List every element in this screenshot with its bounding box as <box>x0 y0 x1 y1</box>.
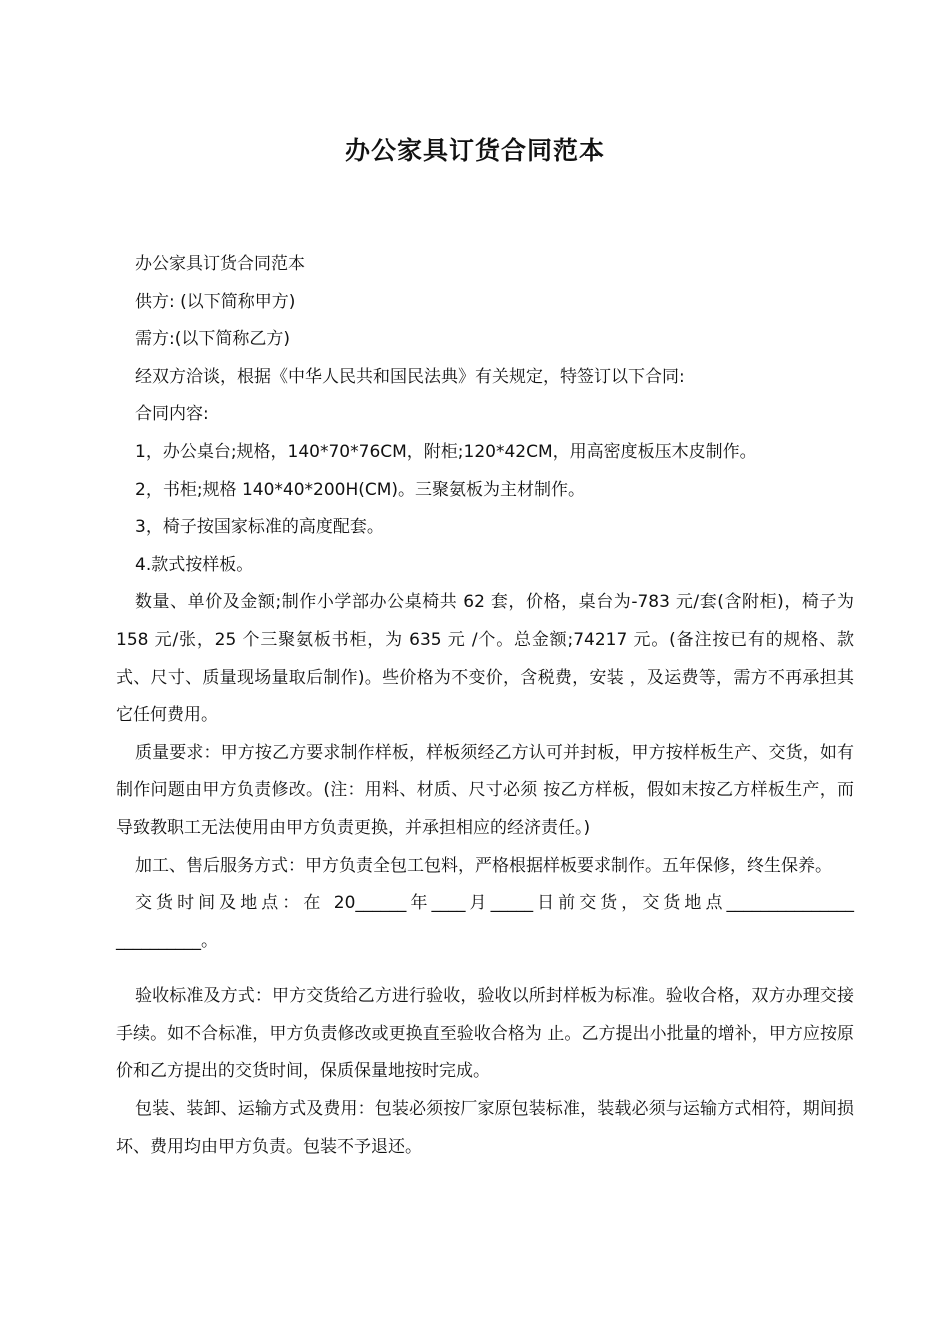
paragraph-item-2: 2，书柜;规格 140*40*200H(CM)。三聚氨板为主材制作。 <box>135 479 586 500</box>
paragraph-acceptance: 验收标准及方式：甲方交货给乙方进行验收，验收以所封样板为标准。验收合格，双方办理交接手续。如不合标准，甲方负责修改或更换直至验收合格为 止。乙方提出小批量的增补，甲方应按原价和乙方提出的交货时间，保质保量地按时完成。 <box>116 986 854 1082</box>
paragraph-packaging: 包装、装卸、运输方式及费用：包装必须按厂家原包装标准，装载必须与运输方式相符，期间损坏、费用均由甲方负责。包装不予退还。 <box>116 1099 854 1157</box>
paragraph-quality: 质量要求：甲方按乙方要求制作样板，样板须经乙方认可并封板，甲方按样板生产、交货，如有制作问题由甲方负责修改。(注：用料、材质、尺寸必须 按乙方样板，假如末按乙方样板生产，而导致教职工无法使用由甲方负责更换，并承担相应的经济责任。) <box>116 742 854 838</box>
paragraph-contents-label: 合同内容: <box>135 404 209 425</box>
paragraph-item-1: 1，办公桌台;规格，140*70*76CM，附柜;120*42CM，用高密度板压木皮制作。 <box>135 441 757 462</box>
paragraph-supplier: 供方: (以下简称甲方) <box>135 291 296 312</box>
paragraph-item-4: 4.款式按样板。 <box>135 554 254 575</box>
paragraph-buyer: 需方:(以下简称乙方) <box>135 329 290 350</box>
document-title: 办公家具订货合同范本 <box>344 136 605 165</box>
paragraph-delivery: 交货时间及地点：在 20______年____月_____日前交货，交货地点_______________ __________。 <box>116 893 860 951</box>
paragraph-item-3: 3，椅子按国家标准的高度配套。 <box>135 517 384 538</box>
document-body <box>116 246 860 1166</box>
paragraph-service: 加工、售后服务方式：甲方负责全包工包料，严格根据样板要求制作。五年保修，终生保养。 <box>135 855 832 876</box>
paragraph-preamble: 经双方洽谈，根据《中华人民共和国民法典》有关规定，特签订以下合同: <box>135 366 685 387</box>
paragraph-heading: 办公家具订货合同范本 <box>135 254 305 274</box>
paragraph-quantity-price: 数量、单价及金额;制作小学部办公桌椅共 62 套，价格，桌台为-783 元/套(含附柜)，椅子为 158 元/张，25 个三聚氨板书柜，为 635 元 /个。总金额;74217 元。(备注按已有的规格、款式、尺寸、质量现场量取后制作)。些价格为不变价，含税费，安装 ，及运费等，需方不再承担其它任何费用。 <box>116 592 860 726</box>
